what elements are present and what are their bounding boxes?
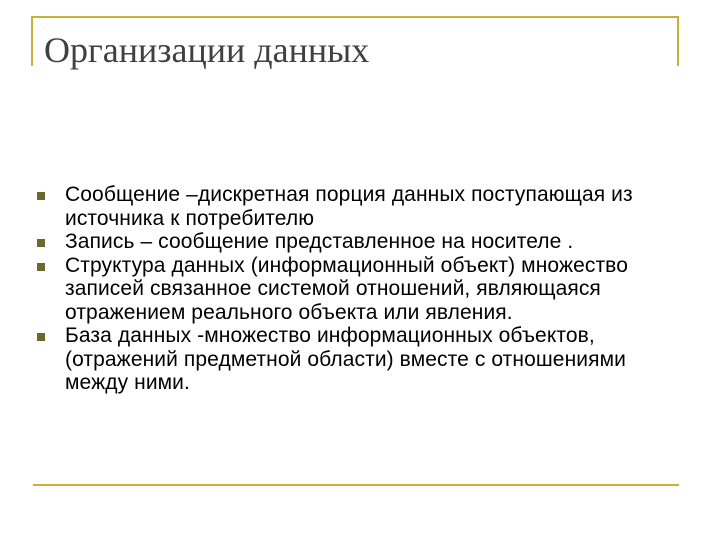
frame-bottom-line — [33, 484, 679, 486]
bullet-item-record — [37, 230, 677, 254]
bullet-text: Сообщение –дискретная порция данных поступающая из источника к потребителю — [65, 183, 633, 230]
bullet-list — [37, 183, 677, 395]
bullet-text: Запись – сообщение представленное на носителе . — [65, 230, 574, 253]
bullet-item-database — [37, 324, 677, 395]
frame-top-line — [31, 16, 679, 18]
bullet-item-message — [37, 183, 677, 230]
square-bullet-icon — [37, 263, 45, 271]
frame-right-line — [677, 16, 679, 66]
square-bullet-icon — [37, 333, 45, 341]
square-bullet-icon — [37, 239, 45, 247]
square-bullet-icon — [37, 192, 45, 200]
frame-left-line — [31, 16, 33, 66]
bullet-text: Структура данных (информационный объект) множество записей связанное системой отношений, являющаяся отражением реального объекта или явления. — [65, 253, 628, 324]
slide-title: Организации данных — [44, 30, 370, 70]
bullet-text: База данных -множество информационных объектов, (отражений предметной области) вместе с отношениями между ними. — [65, 324, 626, 394]
bullet-item-data-structure — [37, 254, 677, 325]
